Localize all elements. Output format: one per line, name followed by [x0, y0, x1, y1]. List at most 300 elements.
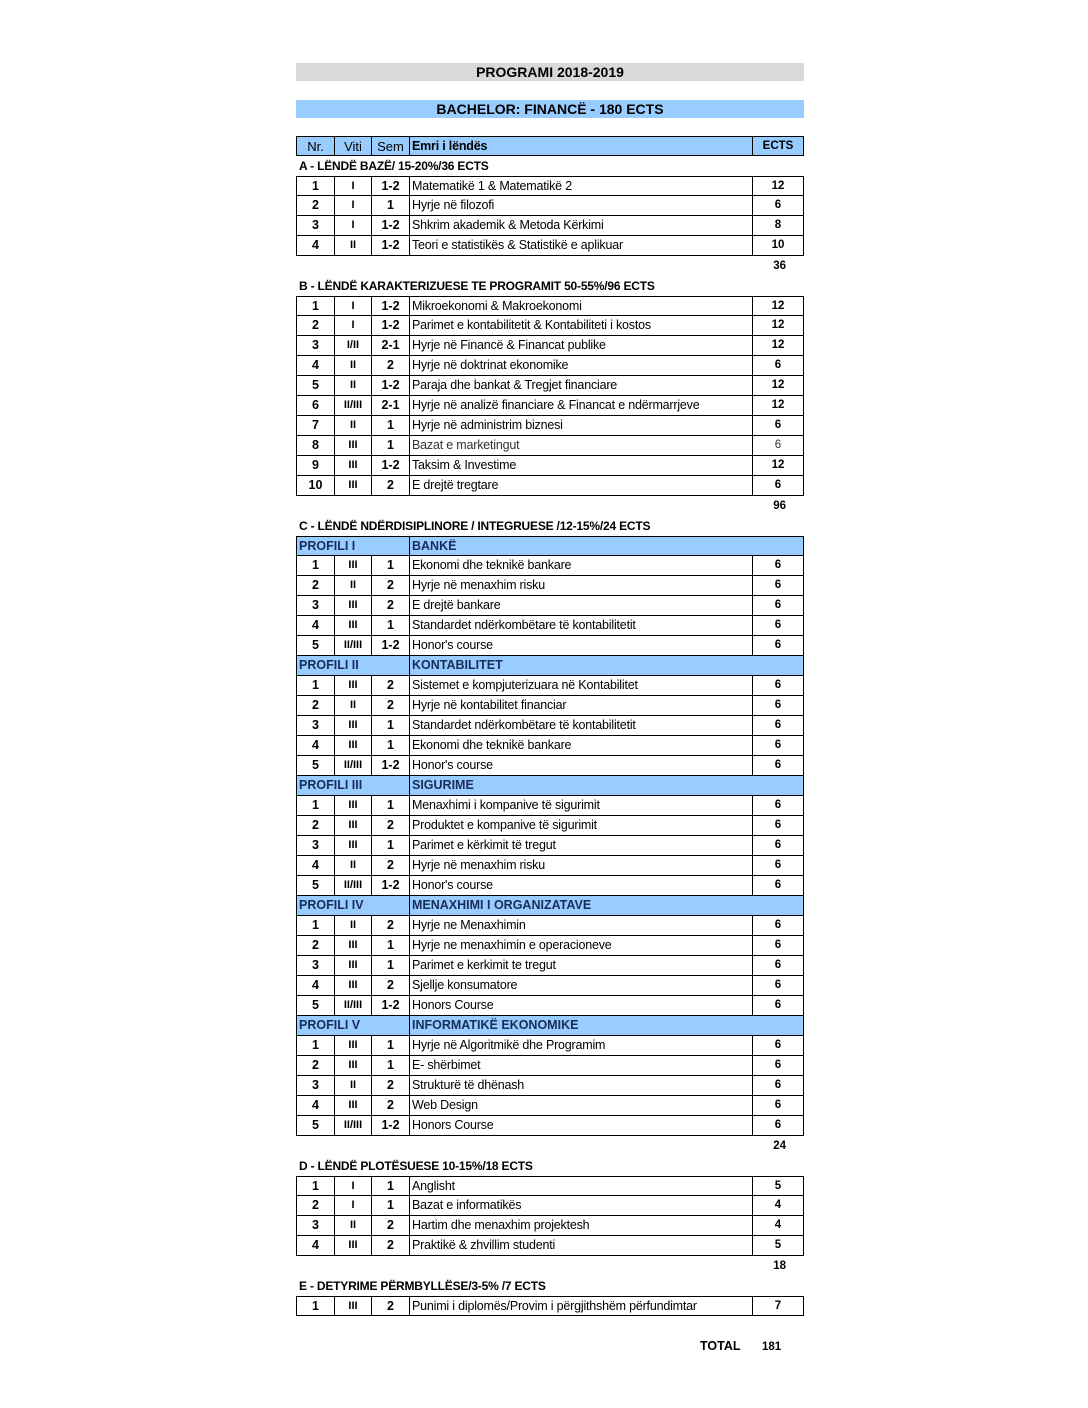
row-nr: 2: [297, 1196, 335, 1215]
profile-name: INFORMATIKË EKONOMIKE: [412, 1018, 579, 1032]
row-name: Bazat e informatikës: [410, 1196, 753, 1215]
row-sem: 2: [372, 816, 410, 835]
row-sem: 2: [372, 476, 410, 495]
row-ects: 6: [774, 839, 782, 851]
row-sem: 2: [372, 576, 410, 595]
row-ects: 12: [771, 379, 785, 391]
row-name: Praktikë & zhvillim studenti: [410, 1236, 753, 1255]
row-viti: III: [335, 1297, 372, 1315]
row-nr: 3: [297, 836, 335, 855]
row-ects: 6: [774, 959, 782, 971]
row-ects: 6: [774, 559, 782, 571]
row-sem: 2: [372, 976, 410, 995]
row-name: E drejtë bankare: [410, 596, 753, 615]
table-row: [296, 1176, 804, 1196]
row-name: Matematikë 1 & Matematikë 2: [410, 177, 753, 195]
row-nr: 1: [297, 1297, 335, 1315]
row-viti: III: [335, 436, 372, 455]
row-viti: I: [335, 316, 372, 335]
table-row: [296, 1296, 804, 1316]
row-viti: II: [335, 696, 372, 715]
row-nr: 3: [297, 1216, 335, 1235]
row-nr: 2: [297, 936, 335, 955]
table-row: [296, 676, 804, 696]
section-e-title: E - DETYRIME PËRMBYLLËSE/3-5% /7 ECTS: [299, 1279, 546, 1293]
row-ects: 6: [774, 799, 782, 811]
row-nr: 3: [297, 336, 335, 355]
profile-header-row: [296, 896, 804, 916]
row-sem: 1: [372, 196, 410, 215]
row-name: Ekonomi dhe teknikë bankare: [410, 736, 753, 755]
total-label: TOTAL: [700, 1339, 741, 1353]
row-sem: 1: [372, 1056, 410, 1075]
profile-name: BANKË: [412, 539, 457, 553]
row-ects: 6: [774, 639, 782, 651]
row-viti: I/II: [335, 336, 372, 355]
row-sem: 1-2: [372, 636, 410, 655]
profile-name: KONTABILITET: [412, 658, 503, 672]
row-ects: 6: [774, 819, 782, 831]
row-name: Hyrje në filozofi: [410, 196, 753, 215]
row-ects: 12: [771, 300, 785, 312]
row-sem: 2: [372, 1216, 410, 1235]
row-ects: 10: [771, 239, 785, 251]
row-name: Taksim & Investime: [410, 456, 753, 475]
row-ects: 6: [774, 619, 782, 631]
row-nr: 4: [297, 976, 335, 995]
row-viti: III: [335, 796, 372, 815]
table-row: [296, 936, 804, 956]
row-sem: 1: [372, 616, 410, 635]
table-row: [296, 916, 804, 936]
row-viti: III: [335, 1096, 372, 1115]
table-row: [296, 696, 804, 716]
row-name: Ekonomi dhe teknikë bankare: [410, 556, 753, 575]
row-ects: 6: [774, 919, 782, 931]
row-name: Shkrim akademik & Metoda Kërkimi: [410, 216, 753, 235]
row-nr: 2: [297, 816, 335, 835]
row-name: Standardet ndërkombëtare të kontabilitetit: [410, 616, 753, 635]
row-viti: III: [335, 596, 372, 615]
table-row: [296, 636, 804, 656]
row-name: Parimet e kontabilitetit & Kontabiliteti i kostos: [410, 316, 753, 335]
row-sem: 1: [372, 1196, 410, 1215]
row-nr: 1: [297, 1036, 335, 1055]
row-ects: 6: [774, 359, 782, 371]
row-nr: 4: [297, 236, 335, 255]
section-b-subtotal: 96: [773, 500, 786, 512]
section-e-table: [296, 1296, 804, 1316]
row-nr: 5: [297, 876, 335, 895]
section-b-table: [296, 296, 804, 496]
row-name: Honor's course: [410, 636, 753, 655]
row-viti: II/III: [335, 1116, 372, 1135]
row-viti: III: [335, 456, 372, 475]
row-name: Honor's course: [410, 876, 753, 895]
row-sem: 1-2: [372, 216, 410, 235]
table-row: [296, 436, 804, 456]
row-name: Standardet ndërkombëtare të kontabilitetit: [410, 716, 753, 735]
row-ects: 6: [774, 719, 782, 731]
row-sem: 2: [372, 856, 410, 875]
table-row: [296, 296, 804, 316]
row-sem: 1: [372, 956, 410, 975]
row-name: Sjellje konsumatore: [410, 976, 753, 995]
row-ects: 6: [774, 419, 782, 431]
row-name: Hyrje në Financë & Financat publike: [410, 336, 753, 355]
row-nr: 5: [297, 376, 335, 395]
row-ects: 6: [774, 759, 782, 771]
row-sem: 1: [372, 936, 410, 955]
table-row: [296, 856, 804, 876]
row-sem: 1: [372, 436, 410, 455]
table-row: [296, 396, 804, 416]
table-row: [296, 416, 804, 436]
row-ects: 5: [774, 1239, 782, 1251]
row-ects: 6: [774, 1079, 782, 1091]
row-sem: 1-2: [372, 376, 410, 395]
row-ects: 12: [771, 459, 785, 471]
row-ects: 6: [774, 1099, 782, 1111]
row-name: Produktet e kompanive të sigurimit: [410, 816, 753, 835]
row-viti: II/III: [335, 996, 372, 1015]
row-nr: 2: [297, 196, 335, 215]
row-sem: 2: [372, 596, 410, 615]
row-sem: 2: [372, 696, 410, 715]
row-nr: 3: [297, 956, 335, 975]
row-sem: 2: [372, 676, 410, 695]
row-viti: III: [335, 476, 372, 495]
row-viti: II: [335, 576, 372, 595]
row-ects: 7: [774, 1300, 782, 1312]
row-nr: 9: [297, 456, 335, 475]
row-ects: 6: [774, 1039, 782, 1051]
table-row: [296, 876, 804, 896]
row-viti: II: [335, 1216, 372, 1235]
row-nr: 2: [297, 1056, 335, 1075]
table-row: [296, 356, 804, 376]
row-ects: 6: [774, 199, 782, 211]
table-row: [296, 836, 804, 856]
row-viti: III: [335, 676, 372, 695]
row-viti: III: [335, 956, 372, 975]
row-ects: 12: [771, 339, 785, 351]
row-ects: 6: [774, 739, 782, 751]
total-line: [700, 1339, 781, 1353]
total-value: 181: [762, 1341, 782, 1353]
program-sheet: [296, 63, 804, 1316]
row-sem: 1-2: [372, 177, 410, 195]
header-ects: ECTS: [762, 140, 794, 152]
row-sem: 2-1: [372, 396, 410, 415]
table-row: [296, 236, 804, 256]
row-ects: 12: [771, 399, 785, 411]
row-nr: 3: [297, 716, 335, 735]
row-nr: 4: [297, 616, 335, 635]
row-ects: 6: [774, 579, 782, 591]
row-name: Web Design: [410, 1096, 753, 1115]
section-d-title: D - LËNDË PLOTËSUESE 10-15%/18 ECTS: [299, 1159, 533, 1173]
row-nr: 3: [297, 1076, 335, 1095]
row-name: Parimet e kerkimit te tregut: [410, 956, 753, 975]
row-sem: 1-2: [372, 756, 410, 775]
row-nr: 1: [297, 177, 335, 195]
row-name: Hyrje në doktrinat ekonomike: [410, 356, 753, 375]
row-ects: 6: [774, 1059, 782, 1071]
row-viti: I: [335, 216, 372, 235]
section-d-subtotal: 18: [773, 1260, 786, 1272]
row-sem: 2: [372, 356, 410, 375]
row-viti: III: [335, 1036, 372, 1055]
row-nr: 1: [297, 556, 335, 575]
table-row: [296, 1036, 804, 1056]
row-sem: 2: [372, 1096, 410, 1115]
row-nr: 4: [297, 736, 335, 755]
row-sem: 2: [372, 1076, 410, 1095]
section-a-subtotal: 36: [773, 260, 786, 272]
row-name: Strukturë të dhënash: [410, 1076, 753, 1095]
row-sem: 1-2: [372, 876, 410, 895]
row-sem: 2: [372, 916, 410, 935]
row-name: Bazat e marketingut: [410, 436, 753, 455]
row-nr: 4: [297, 856, 335, 875]
row-sem: 1-2: [372, 236, 410, 255]
row-viti: I: [335, 1177, 372, 1195]
row-nr: 10: [297, 476, 335, 495]
row-viti: II/III: [335, 396, 372, 415]
row-name: Anglisht: [410, 1177, 753, 1195]
row-name: Honors Course: [410, 1116, 753, 1135]
row-viti: I: [335, 297, 372, 315]
profile-header-row: [296, 656, 804, 676]
table-row: [296, 316, 804, 336]
row-nr: 2: [297, 696, 335, 715]
row-nr: 8: [297, 436, 335, 455]
profile-label: PROFILI I: [297, 537, 410, 555]
table-row: [296, 556, 804, 576]
row-viti: III: [335, 936, 372, 955]
row-viti: III: [335, 736, 372, 755]
table-row: [296, 616, 804, 636]
row-sem: 1-2: [372, 316, 410, 335]
row-sem: 1: [372, 1036, 410, 1055]
section-b-title: B - LËNDË KARAKTERIZUESE TE PROGRAMIT 50-55%/96 ECTS: [299, 279, 655, 293]
row-name: Honors Course: [410, 996, 753, 1015]
row-ects: 6: [774, 699, 782, 711]
row-nr: 4: [297, 356, 335, 375]
row-sem: 1: [372, 736, 410, 755]
row-viti: II: [335, 376, 372, 395]
row-sem: 1: [372, 416, 410, 435]
page-title: PROGRAMI 2018-2019: [296, 63, 804, 81]
row-viti: II: [335, 916, 372, 935]
row-sem: 1-2: [372, 1116, 410, 1135]
row-nr: 3: [297, 596, 335, 615]
row-viti: II/III: [335, 756, 372, 775]
profile-name: MENAXHIMI I ORGANIZATAVE: [412, 898, 592, 912]
row-sem: 1: [372, 1177, 410, 1195]
row-viti: I: [335, 1196, 372, 1215]
row-nr: 1: [297, 796, 335, 815]
row-name: Hyrje në kontabilitet financiar: [410, 696, 753, 715]
table-row: [296, 796, 804, 816]
row-nr: 2: [297, 576, 335, 595]
table-row: [296, 756, 804, 776]
profile-label: PROFILI IV: [297, 896, 410, 915]
row-name: Hyrje ne Menaxhimin: [410, 916, 753, 935]
table-row: [296, 336, 804, 356]
table-row: [296, 736, 804, 756]
section-c-table: [296, 536, 804, 1136]
row-ects: 5: [774, 1180, 782, 1192]
row-name: E- shërbimet: [410, 1056, 753, 1075]
header-viti: Viti: [335, 137, 372, 155]
row-viti: II: [335, 416, 372, 435]
row-nr: 1: [297, 1177, 335, 1195]
row-ects: 6: [774, 879, 782, 891]
profile-label: PROFILI V: [297, 1016, 410, 1035]
table-row: [296, 476, 804, 496]
row-name: Teori e statistikës & Statistikë e aplikuar: [410, 236, 753, 255]
profile-header-row: [296, 1016, 804, 1036]
row-ects: 6: [774, 859, 782, 871]
row-nr: 1: [297, 676, 335, 695]
table-row: [296, 1236, 804, 1256]
row-viti: III: [335, 976, 372, 995]
row-sem: 1-2: [372, 456, 410, 475]
table-row: [296, 1196, 804, 1216]
row-viti: III: [335, 716, 372, 735]
profile-header-row: [296, 536, 804, 556]
row-viti: III: [335, 556, 372, 575]
row-name: Hyrje në administrim biznesi: [410, 416, 753, 435]
row-name: Hyrje ne menaxhimin e operacioneve: [410, 936, 753, 955]
program-subtitle: BACHELOR: FINANCË - 180 ECTS: [296, 100, 804, 118]
table-header: [296, 136, 804, 156]
row-ects: 6: [774, 479, 782, 491]
row-sem: 2: [372, 1236, 410, 1255]
row-nr: 4: [297, 1236, 335, 1255]
row-name: Hyrje në Algoritmikë dhe Programim: [410, 1036, 753, 1055]
table-row: [296, 816, 804, 836]
row-viti: III: [335, 1056, 372, 1075]
section-a-title: A - LËNDË BAZË/ 15-20%/36 ECTS: [299, 159, 489, 173]
row-sem: 1: [372, 556, 410, 575]
profile-label: PROFILI III: [297, 776, 410, 795]
row-viti: III: [335, 816, 372, 835]
row-viti: III: [335, 616, 372, 635]
row-name: Honor's course: [410, 756, 753, 775]
row-name: Paraja dhe bankat & Tregjet financiare: [410, 376, 753, 395]
section-c-title: C - LËNDË NDËRDISIPLINORE / INTEGRUESE /12-15%/24 ECTS: [299, 519, 651, 533]
row-nr: 1: [297, 297, 335, 315]
row-ects: 6: [774, 679, 782, 691]
row-nr: 5: [297, 996, 335, 1015]
row-ects: 6: [774, 979, 782, 991]
row-viti: II: [335, 356, 372, 375]
table-row: [296, 716, 804, 736]
row-nr: 6: [297, 396, 335, 415]
row-ects: 6: [774, 1119, 782, 1131]
row-name: E drejtë tregtare: [410, 476, 753, 495]
table-row: [296, 596, 804, 616]
row-ects: 8: [774, 219, 782, 231]
header-row: [296, 136, 804, 156]
row-sem: 2: [372, 1297, 410, 1315]
row-viti: II: [335, 1076, 372, 1095]
section-a-table: [296, 176, 804, 256]
row-nr: 5: [297, 756, 335, 775]
table-row: [296, 1076, 804, 1096]
row-ects: 6: [774, 999, 782, 1011]
table-row: [296, 956, 804, 976]
row-sem: 2-1: [372, 336, 410, 355]
row-name: Hyrje në menaxhim risku: [410, 576, 753, 595]
row-name: Punimi i diplomës/Provim i përgjithshëm përfundimtar: [410, 1297, 753, 1315]
row-viti: II/III: [335, 636, 372, 655]
row-ects: 12: [771, 319, 785, 331]
row-name: Hartim dhe menaxhim projektesh: [410, 1216, 753, 1235]
table-row: [296, 576, 804, 596]
row-ects: 6: [774, 439, 782, 451]
row-nr: 4: [297, 1096, 335, 1115]
table-row: [296, 376, 804, 396]
row-ects: 4: [774, 1219, 782, 1231]
profile-header-row: [296, 776, 804, 796]
row-nr: 5: [297, 636, 335, 655]
row-nr: 1: [297, 916, 335, 935]
section-c-subtotal: 24: [773, 1140, 786, 1152]
row-viti: II: [335, 856, 372, 875]
row-viti: II: [335, 236, 372, 255]
row-sem: 1-2: [372, 996, 410, 1015]
table-row: [296, 1096, 804, 1116]
table-row: [296, 216, 804, 236]
row-viti: III: [335, 836, 372, 855]
row-sem: 1-2: [372, 297, 410, 315]
row-ects: 6: [774, 939, 782, 951]
table-row: [296, 196, 804, 216]
table-row: [296, 976, 804, 996]
row-name: Mikroekonomi & Makroekonomi: [410, 297, 753, 315]
row-viti: III: [335, 1236, 372, 1255]
row-name: Hyrje në menaxhim risku: [410, 856, 753, 875]
table-row: [296, 176, 804, 196]
profile-name: SIGURIME: [412, 778, 474, 792]
header-sem: Sem: [372, 137, 410, 155]
table-row: [296, 1116, 804, 1136]
header-nr: Nr.: [297, 137, 335, 155]
table-row: [296, 1216, 804, 1236]
row-name: Sistemet e kompjuterizuara në Kontabilitet: [410, 676, 753, 695]
row-sem: 1: [372, 836, 410, 855]
header-name: Emri i lëndës: [410, 137, 753, 155]
row-viti: I: [335, 196, 372, 215]
row-name: Hyrje në analizë financiare & Financat e ndërmarrjeve: [410, 396, 753, 415]
row-nr: 5: [297, 1116, 335, 1135]
row-name: Menaxhimi i kompanive të sigurimit: [410, 796, 753, 815]
row-nr: 2: [297, 316, 335, 335]
section-d-table: [296, 1176, 804, 1256]
row-sem: 1: [372, 796, 410, 815]
row-nr: 7: [297, 416, 335, 435]
row-viti: I: [335, 177, 372, 195]
row-viti: II/III: [335, 876, 372, 895]
row-ects: 12: [771, 180, 785, 192]
row-sem: 1: [372, 716, 410, 735]
row-ects: 4: [774, 1199, 782, 1211]
row-nr: 3: [297, 216, 335, 235]
